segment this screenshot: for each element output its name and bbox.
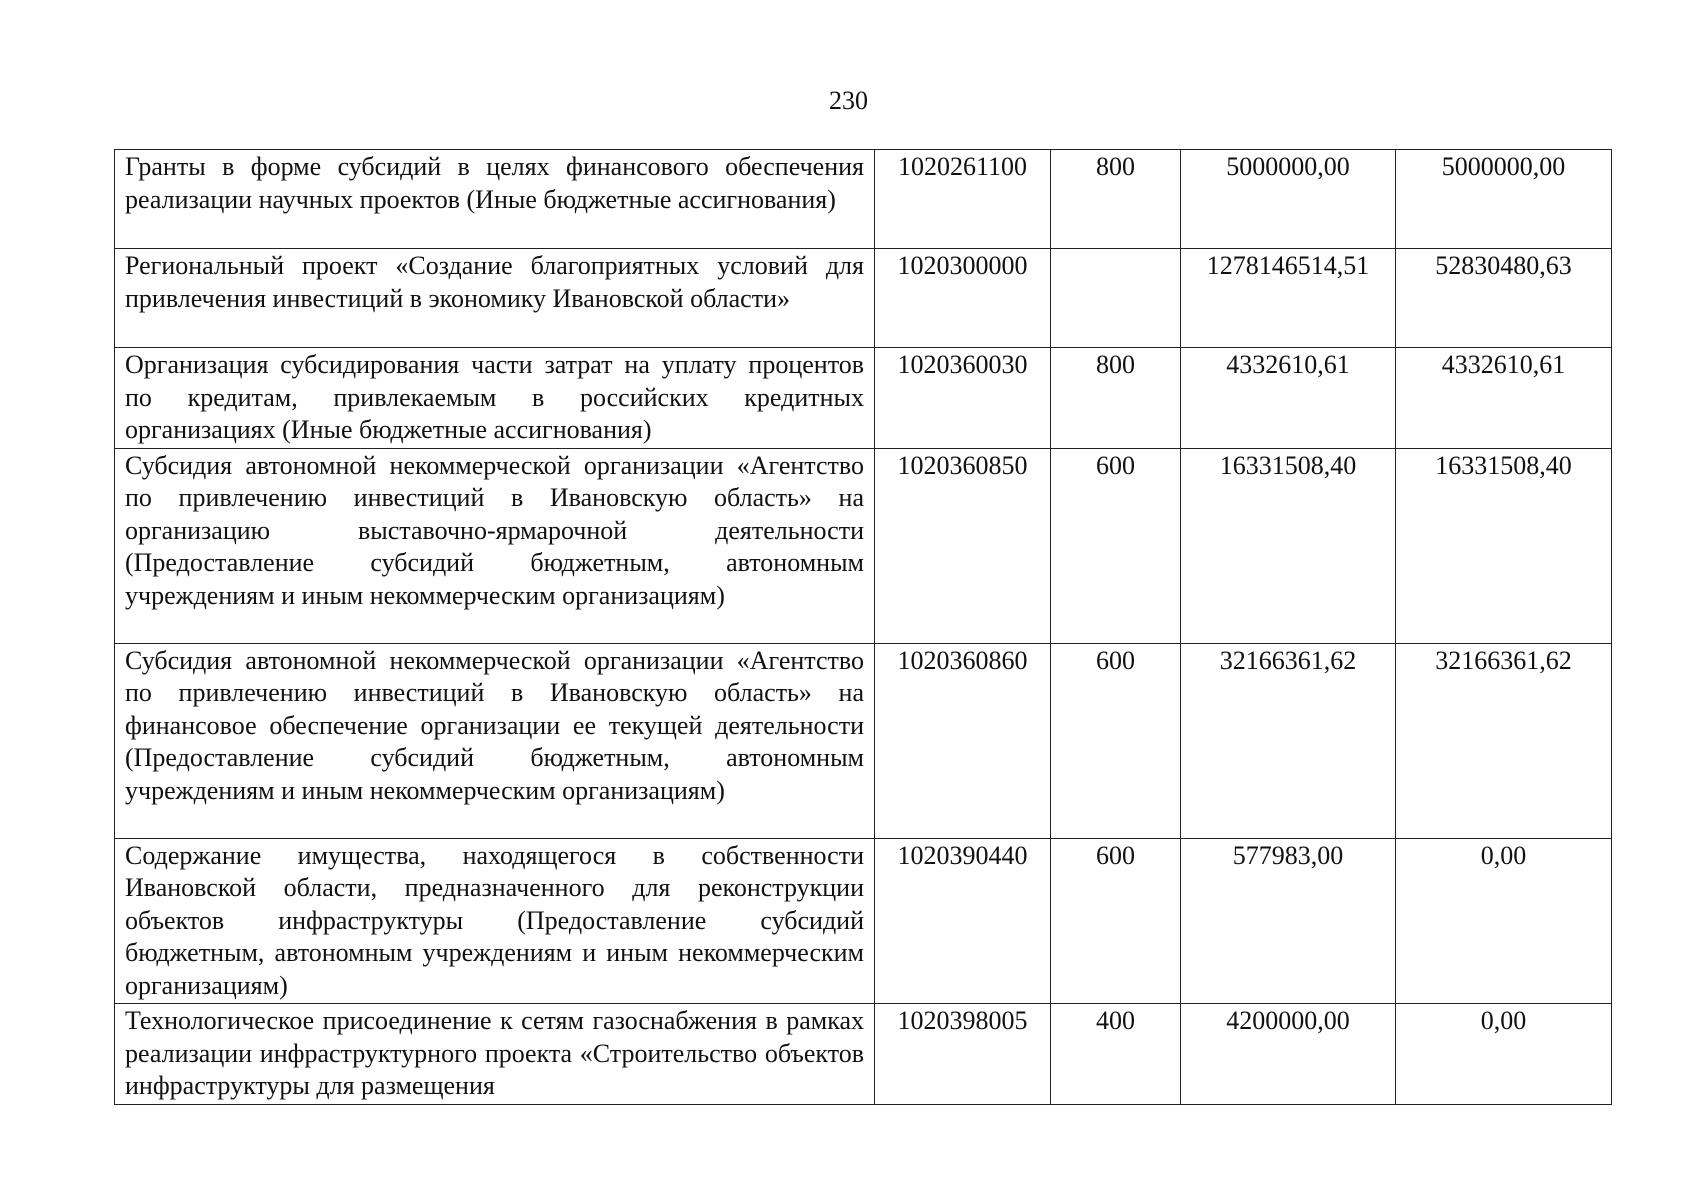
row-target-code: 1020360850 [875, 448, 1051, 643]
row-expense-type: 600 [1051, 448, 1181, 643]
table-row [115, 249, 1612, 348]
row-name: Организация субсидирования части затрат на уплату процентов по кредитам, привлекаемым в российских кредитных организациях (Иные бюджетные ассигнования) [115, 348, 875, 449]
row-amount-2: 16331508,40 [1396, 448, 1612, 643]
row-name: Гранты в форме субсидий в целях финансового обеспечения реализации научных проектов (Иные бюджетные ассигнования) [115, 150, 875, 249]
row-amount-1: 32166361,62 [1181, 643, 1396, 838]
row-name: Субсидия автономной некоммерческой организации «Агентство по привлечению инвестиций в Ивановскую область» на организацию выставочно-ярмарочной деятельности (Предоставление субсидий бюджетным, автономным учреждениям и иным некоммерческим организациям) [115, 448, 875, 643]
row-amount-1: 16331508,40 [1181, 448, 1396, 643]
table-row [115, 643, 1612, 838]
row-amount-1: 4332610,61 [1181, 348, 1396, 449]
row-expense-type: 800 [1051, 348, 1181, 449]
table-row [115, 838, 1612, 1004]
row-target-code: 1020261100 [875, 150, 1051, 249]
row-expense-type: 400 [1051, 1004, 1181, 1105]
row-expense-type: 800 [1051, 150, 1181, 249]
row-target-code: 1020360860 [875, 643, 1051, 838]
row-amount-1: 5000000,00 [1181, 150, 1396, 249]
row-name: Региональный проект «Создание благоприятных условий для привлечения инвестиций в экономику Ивановской области» [115, 249, 875, 348]
row-target-code: 1020398005 [875, 1004, 1051, 1105]
row-target-code: 1020360030 [875, 348, 1051, 449]
table-row [115, 448, 1612, 643]
row-target-code: 1020300000 [875, 249, 1051, 348]
budget-table [114, 149, 1612, 1105]
row-amount-2: 52830480,63 [1396, 249, 1612, 348]
row-target-code: 1020390440 [875, 838, 1051, 1004]
page-number: 230 [829, 86, 868, 115]
row-expense-type: 600 [1051, 838, 1181, 1004]
row-amount-2: 4332610,61 [1396, 348, 1612, 449]
row-amount-1: 4200000,00 [1181, 1004, 1396, 1105]
row-name: Субсидия автономной некоммерческой организации «Агентство по привлечению инвестиций в Ивановскую область» на финансовое обеспечение организации ее текущей деятельности (Предоставление субсидий бюджетным, автономным учреждениям и иным некоммерческим организациям) [115, 643, 875, 838]
row-name: Технологическое присоединение к сетям газоснабжения в рамках реализации инфраструктурного проекта «Строительство объектов инфраструктуры для размещения [115, 1004, 875, 1105]
table-row [115, 1004, 1612, 1105]
row-amount-1: 577983,00 [1181, 838, 1396, 1004]
row-expense-type [1051, 249, 1181, 348]
table-row [115, 150, 1612, 249]
row-name: Содержание имущества, находящегося в собственности Ивановской области, предназначенного для реконструкции объектов инфраструктуры (Предоставление субсидий бюджетным, автономным учреждениям и иным некоммерческим организациям) [115, 838, 875, 1004]
row-amount-2: 0,00 [1396, 1004, 1612, 1105]
row-expense-type: 600 [1051, 643, 1181, 838]
table-row [115, 348, 1612, 449]
row-amount-1: 1278146514,51 [1181, 249, 1396, 348]
row-amount-2: 0,00 [1396, 838, 1612, 1004]
row-amount-2: 32166361,62 [1396, 643, 1612, 838]
row-amount-2: 5000000,00 [1396, 150, 1612, 249]
